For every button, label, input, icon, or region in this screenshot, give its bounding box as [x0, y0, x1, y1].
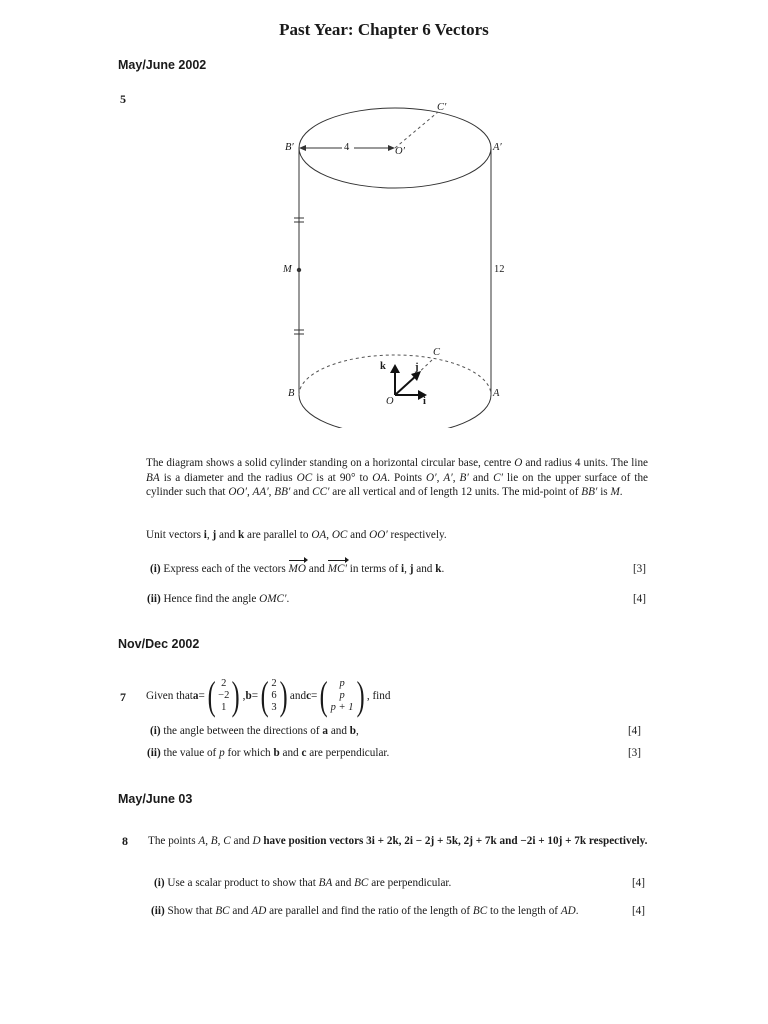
label-radius-4: 4 — [344, 142, 350, 153]
label-m: M — [283, 264, 292, 275]
q7-part-i-marks: [4] — [627, 725, 641, 737]
label-i: i — [423, 396, 426, 407]
label-o-prime: O′ — [395, 146, 405, 157]
radius-oc-prime-dashed — [395, 112, 438, 148]
q8-part-ii: (ii) Show that BC and AD are parallel and find the ratio of the length of BC to the length of AD. — [151, 905, 579, 917]
label-k: k — [380, 361, 386, 372]
section-heading-may-june-03: May/June 03 — [118, 792, 193, 806]
q7-given-vectors: Given that a = ( 2 −2 1 ) , b = ( 2 6 3 ) and c = ( p p p + 1 ) , find — [146, 673, 391, 718]
label-j: j — [415, 362, 419, 373]
question-number-7: 7 — [120, 690, 126, 704]
q5-part-ii: (ii) Hence find the angle OMC′. — [147, 593, 290, 605]
label-height-12: 12 — [494, 264, 505, 275]
q5-part-ii-marks: [4] — [632, 593, 646, 605]
q8-part-ii-marks: [4] — [631, 905, 645, 917]
vector-a: ( 2 −2 1 ) — [207, 673, 240, 718]
vector-b: ( 2 6 3 ) — [260, 673, 288, 718]
label-o: O — [386, 396, 394, 407]
q8-description: The points A, B, C and D have position vectors 3i + 2k, 2i − 2j + 5k, 2j + 7k and −2i + 10j + 7k respectively. — [148, 835, 648, 847]
q7-part-ii: (ii) the value of p for which b and c are perpendicular. — [147, 747, 390, 759]
q8-part-i-marks: [4] — [631, 877, 645, 889]
midpoint-m-dot — [297, 268, 301, 272]
vector-c: ( p p p + 1 ) — [320, 673, 365, 718]
q8-part-i: (i) Use a scalar product to show that BA and BC are perpendicular. — [154, 877, 452, 889]
q5-part-i-marks: [3] — [632, 563, 646, 575]
label-c-prime: C′ — [437, 102, 447, 113]
q5-unit-vectors-text: Unit vectors i, j and k are parallel to OA, OC and OO′ respectively. — [146, 529, 447, 541]
q5-part-i: (i) Express each of the vectors MO and MC′ in terms of i, j and k. — [150, 563, 445, 575]
section-heading-nov-dec-2002: Nov/Dec 2002 — [118, 637, 200, 651]
q7-part-i: (i) the angle between the directions of a and b, — [150, 725, 359, 737]
label-b-prime: B′ — [285, 142, 294, 153]
label-a: A — [493, 388, 500, 399]
page-title: Past Year: Chapter 6 Vectors — [279, 20, 489, 39]
q5-description: The diagram shows a solid cylinder standing on a horizontal circular base, centre O and radius 4 units. The line BA is a diameter and the radius OC is at 90° to OA. Points O′, A′, B′ and C′ lie on the upper surface of the cylinder such that OO′, AA′, BB′ and CC′ are all vertical and of length 12 units. The mid-point of BB′ is M. — [146, 457, 649, 499]
radius-arrow-left — [299, 145, 306, 151]
question-number-8: 8 — [122, 834, 128, 848]
unit-vector-j-arrow — [395, 375, 417, 395]
q7-part-ii-marks: [3] — [627, 747, 641, 759]
label-c: C — [433, 347, 441, 358]
label-a-prime: A′ — [493, 142, 502, 153]
radius-arrow-right — [388, 145, 395, 151]
cylinder-bottom-front — [299, 395, 491, 428]
label-b: B — [288, 388, 295, 399]
section-heading-may-june-2002: May/June 2002 — [118, 58, 207, 72]
question-number-5: 5 — [120, 92, 126, 106]
